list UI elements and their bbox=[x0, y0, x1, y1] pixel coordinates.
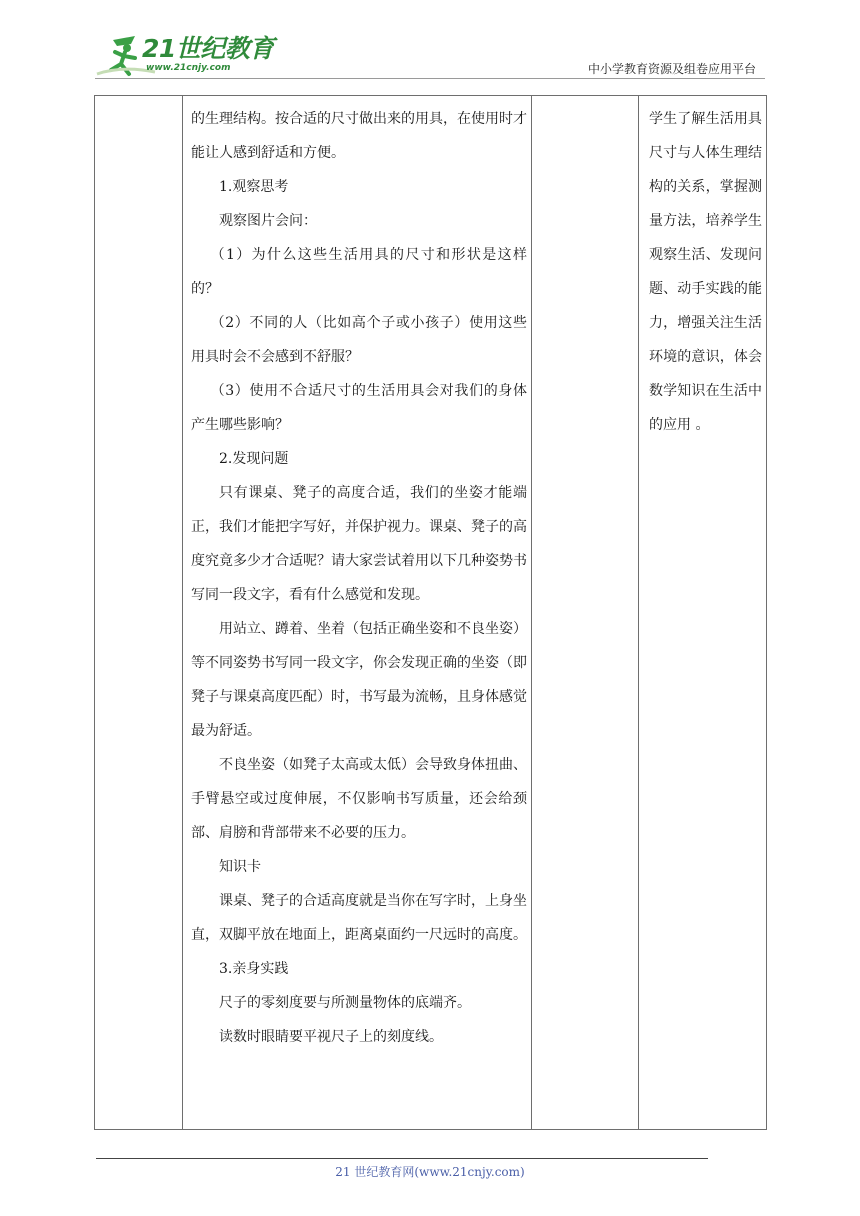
table-column-divider bbox=[638, 96, 639, 1129]
paragraph: 读数时眼睛要平视尺子上的刻度线。 bbox=[219, 1029, 443, 1045]
paragraph: 不良坐姿（如凳子太高或太低）会导致身体扭曲、手臂悬空或过度伸展，不仅影响书写质量，还会给颈部、肩膀和背部带来不必要的压力。 bbox=[191, 757, 527, 841]
section-heading: 3.亲身实践 bbox=[219, 961, 289, 977]
logo-text: 21世纪教育 bbox=[142, 34, 274, 63]
table-column-divider bbox=[531, 96, 532, 1129]
paragraph: 尺子的零刻度要与所测量物体的底端齐。 bbox=[219, 995, 471, 1011]
logo-url: www.21cnjy.com bbox=[146, 63, 231, 73]
section-heading: 2.发现问题 bbox=[219, 451, 289, 467]
platform-title: 中小学教育资源及组卷应用平台 bbox=[587, 62, 756, 76]
footer-text: 21 世纪教育网(www.21cnjy.com) bbox=[335, 1165, 525, 1179]
teaching-content-cell bbox=[191, 102, 527, 1054]
section-heading: 1.观察思考 bbox=[219, 179, 289, 195]
paragraph: 用站立、蹲着、坐着（包括正确坐姿和不良坐姿）等不同姿势书写同一段文字，你会发现正确的坐姿（即凳子与课桌高度匹配）时，书写最为流畅，且身体感觉最为舒适。 bbox=[191, 621, 527, 739]
paragraph: 观察图片会问： bbox=[219, 213, 317, 229]
page-header bbox=[0, 0, 860, 80]
knowledge-card-heading: 知识卡 bbox=[219, 859, 261, 875]
paragraph: 只有课桌、凳子的高度合适，我们的坐姿才能端正，我们才能把字写好，并保护视力。课桌、凳子的高度究竟多少才合适呢？请大家尝试着用以下几种姿势书写同一段文字，看有什么感觉和发现。 bbox=[191, 485, 527, 603]
table-column-divider bbox=[182, 96, 183, 1129]
lesson-table bbox=[94, 95, 767, 1130]
design-intent-cell: 学生了解生活用具尺寸与人体生理结构的关系，掌握测量方法，培养学生观察生活、发现问题、动手实践的能力，增强关注生活环境的意识，体会数学知识在生活中的应用 。 bbox=[649, 111, 762, 433]
header-divider bbox=[95, 78, 765, 79]
paragraph: 课桌、凳子的合适高度就是当你在写字时，上身坐直，双脚平放在地面上，距离桌面约一尺远时的高度。 bbox=[191, 893, 527, 943]
question-item: （3）使用不合适尺寸的生活用具会对我们的身体产生哪些影响？ bbox=[191, 383, 527, 433]
paragraph-intro: 的生理结构。按合适的尺寸做出来的用具，在使用时才能让人感到舒适和方便。 bbox=[191, 111, 527, 161]
question-item: （2）不同的人（比如高个子或小孩子）使用这些用具时会不会感到不舒服？ bbox=[191, 315, 527, 365]
question-item: （1）为什么这些生活用具的尺寸和形状是这样的？ bbox=[191, 247, 527, 297]
footer-divider bbox=[96, 1158, 708, 1159]
